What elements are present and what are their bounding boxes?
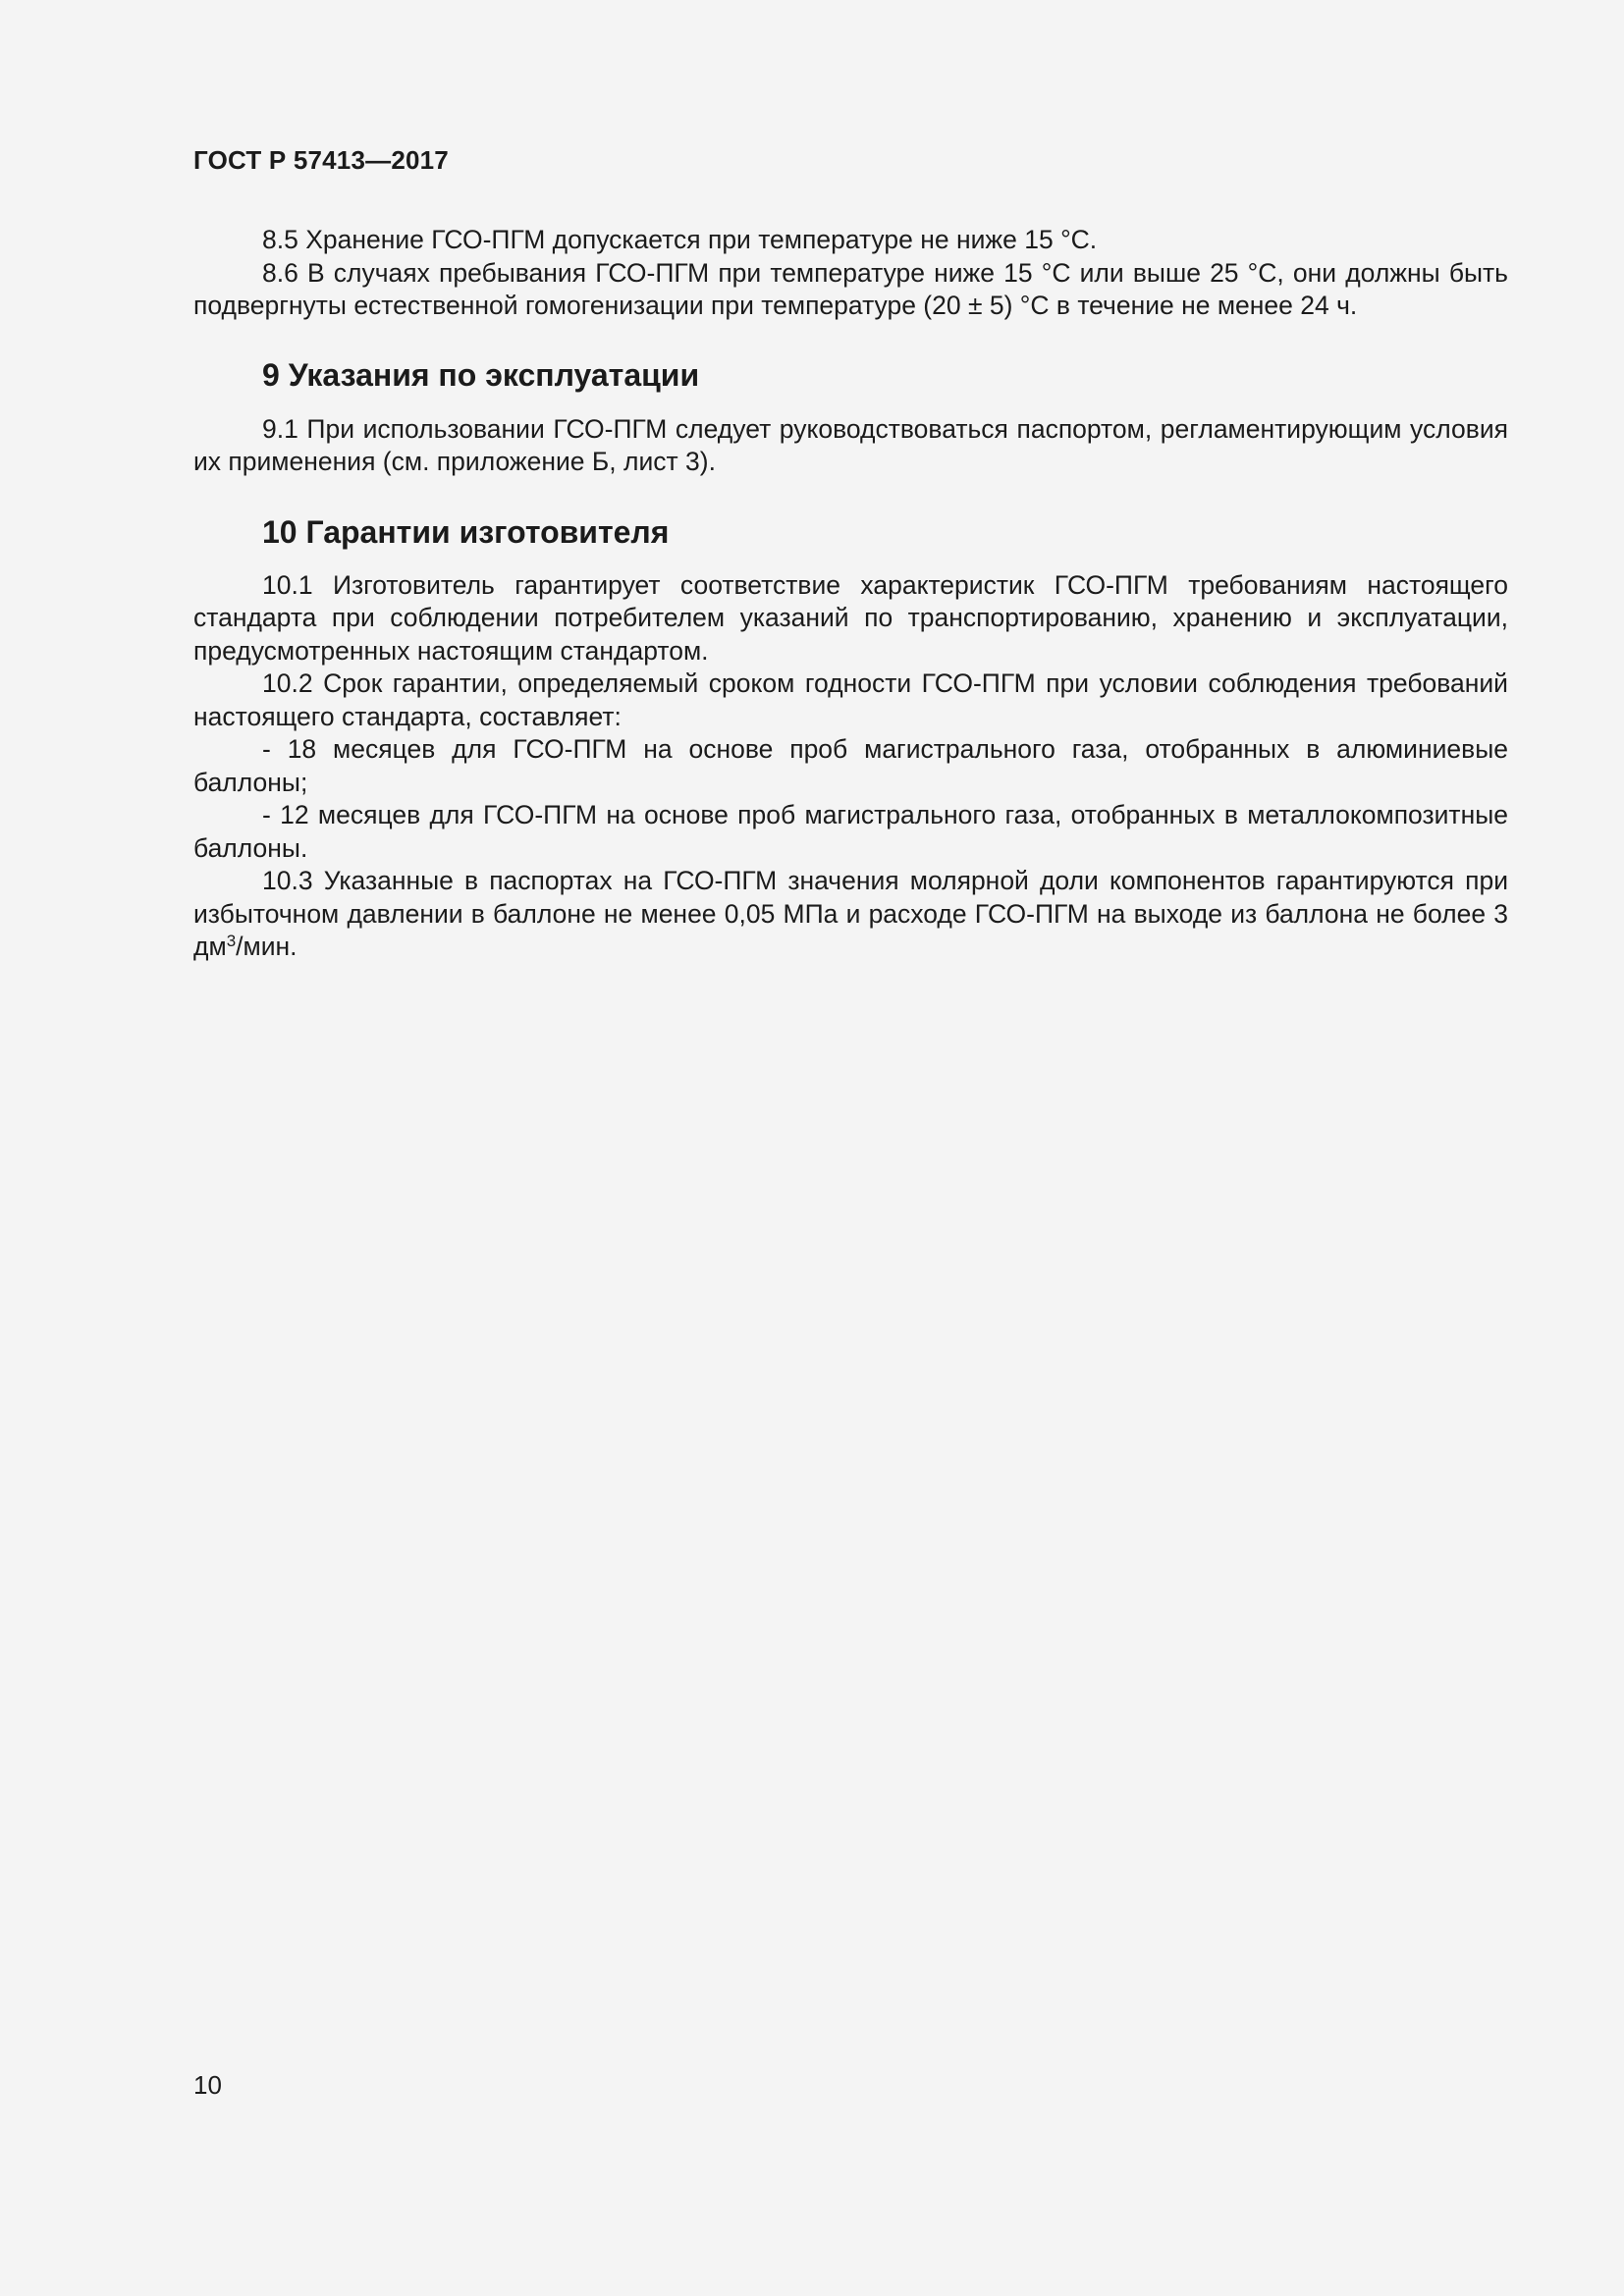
document-header: ГОСТ Р 57413—2017	[193, 145, 449, 175]
clause-10-3	[193, 865, 1508, 964]
document-page	[193, 0, 1508, 2296]
clause-10-1: 10.1 Изготовитель гарантирует соответствие характеристик ГСО-ПГМ требованиям настоящего стандарта при соблюдении потребителем указаний по транспортированию, хранению и эксплуатации, предусмотренных настоящим стандартом.	[193, 569, 1508, 666]
clause-9-1: 9.1 При использовании ГСО-ПГМ следует руководствоваться паспортом, регламентирующим условия их применения (см. приложение Б, лист 3).	[193, 413, 1508, 476]
clause-8-5: 8.5 Хранение ГСО-ПГМ допускается при температуре не ниже 15 °С.	[262, 225, 1098, 254]
clause-10-3-text: 10.3 Указанные в паспортах на ГСО-ПГМ значения молярной доли компонентов гарантируются при избыточном давлении в баллоне не менее 0,05 МПа и расходе ГСО-ПГМ на выходе из баллона не более 3 дм	[193, 866, 1508, 961]
clause-10-3-unit: /мин.	[236, 932, 298, 961]
section-heading-9: 9 Указания по эксплуатации	[262, 356, 700, 393]
page-number: 10	[193, 2070, 222, 2100]
clause-10-2-item-composite: - 12 месяцев для ГСО-ПГМ на основе проб магистрального газа, отобранных в металлокомпозитные баллоны.	[193, 800, 1508, 863]
clause-10-2-item-aluminium: - 18 месяцев для ГСО-ПГМ на основе проб магистрального газа, отобранных в алюминиевые баллоны;	[193, 734, 1508, 797]
document-body	[193, 224, 1508, 964]
clause-10-3-superscript: 3	[226, 932, 237, 950]
clause-8-6: 8.6 В случаях пребывания ГСО-ПГМ при температуре ниже 15 °С или выше 25 °С, они должны быть подвергнуты естественной гомогенизации при температуре (20 ± 5) °С в течение не менее 24 ч.	[193, 257, 1508, 320]
section-heading-10: 10 Гарантии изготовителя	[262, 513, 670, 550]
clause-10-2: 10.2 Срок гарантии, определяемый сроком годности ГСО-ПГМ при условии соблюдения требований настоящего стандарта, составляет:	[193, 668, 1508, 731]
